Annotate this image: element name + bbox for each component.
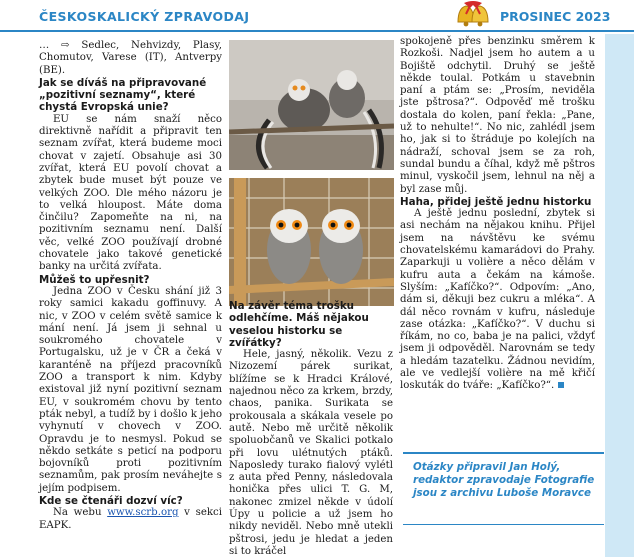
page-sidebar-band	[605, 34, 634, 557]
credit-bottom-rule	[403, 524, 604, 525]
story-text: A ještě jednu poslední, zbytek si asi nechám na nějakou knihu. Přijel jsem na návštěvu ke svému chovatelskému kamarádovi do Prahy. Zaparkuji u volière a něco dělám v kufru auta a čekám na kámoše. Slyším: „Kafíčko?“. Odpovím: „Ano, dám si, děkuji bez cukru a mléka“. A dál něco rovnám v kufru, následuje zase otázka: „Kafíčko?“. V duchu si říkám, no co, baba je na palici, vždyť jsem ji odpověděl. Narovnám se tedy a hledám tazatelku. Žádnou nevidím, ale ve vedlejší volière na mě křičí loskuták do tváře: „Kafíčko?“.	[400, 208, 595, 392]
question-funny-story: Na závěr téma trošku odlehčíme. Máš nějakou veselou historku se zvířátky?	[229, 300, 369, 349]
answer-specify: Jedna ZOO v Česku shání již 3 roky samici kakadu goffinuvy. A nic, v ZOO v celém světě samice k mání není. Já jsem ji sehnal u soukromého chovatele v Portugalsku, už je v ČR a čeká v karanténě na příjezd pracovníků ZOO a transport k nim. Kdyby existoval již nyní pozitivní seznam EU, v soukromém chovu by tento pták nebyl, a tudíž by i došlo k jeho vyhynutí v chovech v ZOO. Opravdu je to nesmysl. Pokud se někdo setkáte s peticí na podporu bojovníků proti pozitivním seznamům, pak prosím neváhejte s jejím podpisem.	[39, 285, 222, 494]
story-continuation: spokojeně přes benzinku směrem k Rozkoši. Nadjel jsem ho autem a u Bojiště odchytil. Druhý se ještě někde toulal. Potkám u stavebnin paní a ptám se: „Prosím, neviděla jste pštrosa?“. Odpověď mě trošku dostala do kolen, paní řekla: „Pane, už to nehulte!“. No nic, zahlédl jsem ho, jak si to štráduje po kolejích na nádraží, schoval jsem se za roh, sundal bundu a číhal, když mě pštros minul, vyskočil jsem, lehnul na něj a byl zase můj.	[400, 36, 595, 195]
header-rule	[0, 30, 634, 32]
question-one-more-story: Haha, přidej ještě jednu historku	[400, 195, 592, 208]
column-1	[39, 40, 222, 532]
answer-positive-lists: EU se nám snaží něco direktivně nařídit a připravit ten seznam zvířat, která budeme moci chovat v zajetí. Obsahuje asi 30 zvířat, která EU povolí chovat a zbytek bude muset být pouze ve velkých ZOO. Dle mého názoru je to velká hloupost. Máte doma činčilu? Zapomeňte na ni, na pozitivním seznamu není. Další věc, velké ZOO používají drobné chovatele jako takové genetické banky na určitá zvířata.	[39, 113, 222, 273]
end-mark-icon	[558, 382, 564, 388]
answer-one-more-story	[400, 208, 595, 392]
question-more-info: Kde se čtenáři dozví víc?	[39, 494, 183, 507]
question-specify: Můžeš to upřesnit?	[39, 273, 150, 286]
credit-note: Otázky připravil Jan Holý, redaktor zpravodaje Fotografie jsou z archivu Luboše Moravce	[413, 461, 595, 499]
answer-more-info	[39, 507, 222, 532]
issue-date	[500, 9, 610, 24]
paragraph-zoo-list: … ⇨ Sedlec, Nehvizdy, Plasy, Chomutov, Varese (IT), Antverpy (BE).	[39, 40, 222, 76]
web-suffix: v sekci EAPK.	[39, 507, 222, 531]
owls-photo	[229, 178, 394, 306]
answer-funny-story: Hele, jasný, několik. Vezu z Nizozemí párek surikat, blížíme se k Hradci Králové, najednou něco za krkem, brzdy, chaos, panika. Surikata se prokousala a skákala vesele po autě. Nebo mě určitě několik spoluobčanů ve Skalici potkalo při lovu ulétnutých ptáků. Naposledy turako fialový vylétl z auta před Penny, následovala honička přes ulici T. G. M, nakonec zmizel někde v údolí Úpy u policie a už jsem ho nikdy neviděl. Nebo mně utekli pštrosi, jedu je hledat a jeden si to kráčel	[229, 349, 393, 557]
christmas-bells-icon	[452, 0, 494, 30]
column-3	[400, 36, 595, 393]
issue-month: PROSINEC	[500, 9, 572, 24]
column-2	[229, 300, 393, 558]
issue-year: 2023	[575, 9, 611, 24]
scrb-link[interactable]: www.scrb.org	[107, 507, 179, 519]
page-header	[0, 0, 634, 34]
publication-title: ČESKOSKALICKÝ ZPRAVODAJ	[39, 9, 250, 24]
credit-top-rule	[403, 452, 604, 454]
web-prefix: Na webu	[53, 507, 108, 519]
lemurs-photo	[229, 40, 394, 170]
question-positive-lists: Jak se díváš na připravované „pozitivní seznamy“, které chystá Evropská unie?	[39, 76, 207, 114]
